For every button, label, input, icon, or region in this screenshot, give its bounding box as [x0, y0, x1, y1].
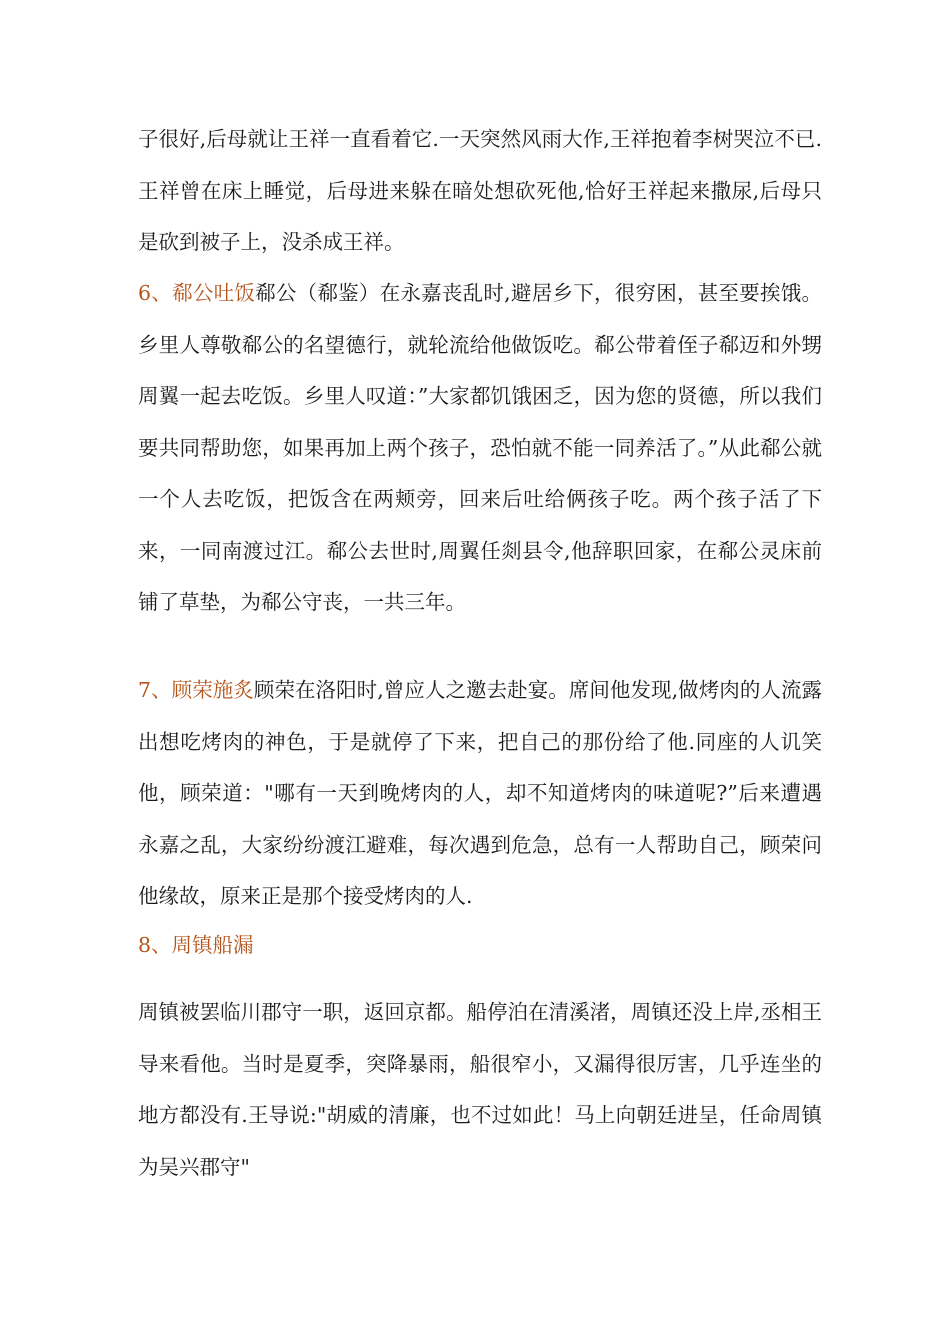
paragraph-zhou-zhen — [138, 987, 822, 1193]
paragraph-wang-xiang-continued — [138, 114, 822, 269]
section-heading-zhou-zhen: 8、周镇船漏 — [138, 933, 254, 957]
section-title: 顾荣施炙 — [171, 678, 254, 702]
section-title: 郗公吐饭 — [172, 281, 256, 305]
paragraph-text: 顾荣在洛阳时,曾应人之邀去赴宴。席间他发现,做烤肉的人流露出想吃烤肉的神色，于是就停了下来，把自己的那份给了他.同座的人讥笑他，顾荣道："哪有一天到晚烤肉的人，却不知道烤肉的味道呢?”后来遭遇永嘉之乱，大家纷纷渡江避难，每次遇到危急，总有一人帮助自己，顾荣问他缘故，原来正是那个接受烤肉的人. — [138, 678, 823, 908]
paragraph-text: 子很好,后母就让王祥一直看着它.一天突然风雨大作,王祥抱着李树哭泣不已.王祥曾在床上睡觉，后母进来躲在暗处想砍死他,恰好王祥起来撒尿,后母只是砍到被子上，没杀成王祥。 — [138, 127, 822, 254]
section-number: 6、 — [138, 281, 173, 305]
section-number: 7、 — [138, 678, 172, 702]
paragraph-xi-gong — [138, 268, 822, 629]
paragraph-text: 周镇被罢临川郡守一职，返回京都。船停泊在清溪渚，周镇还没上岸,丞相王导来看他。当时是夏季，突降暴雨，船很窄小，又漏得很厉害，几乎连坐的地方都没有.王导说:"胡威的清廉，也不过如此！马上向朝廷进呈，任命周镇为吴兴郡守" — [138, 1000, 822, 1179]
paragraph-text: 郗公（郗鉴）在永嘉丧乱时,避居乡下，很穷困，甚至要挨饿。乡里人尊敬郗公的名望德行，就轮流给他做饭吃。郗公带着侄子郗迈和外甥周翼一起去吃饭。乡里人叹道：”大家都饥饿困乏，因为您的贤德，所以我们要共同帮助您，如果再加上两个孩子，恐怕就不能一同养活了。”从此郗公就一个人去吃饭，把饭含在两颊旁，回来后吐给俩孩子吃。两个孩子活了下来，一同南渡过江。郗公去世时,周翼任剡县令,他辞职回家，在郗公灵床前铺了草垫，为郗公守丧，一共三年。 — [138, 281, 823, 614]
paragraph-gu-rong — [138, 665, 822, 923]
